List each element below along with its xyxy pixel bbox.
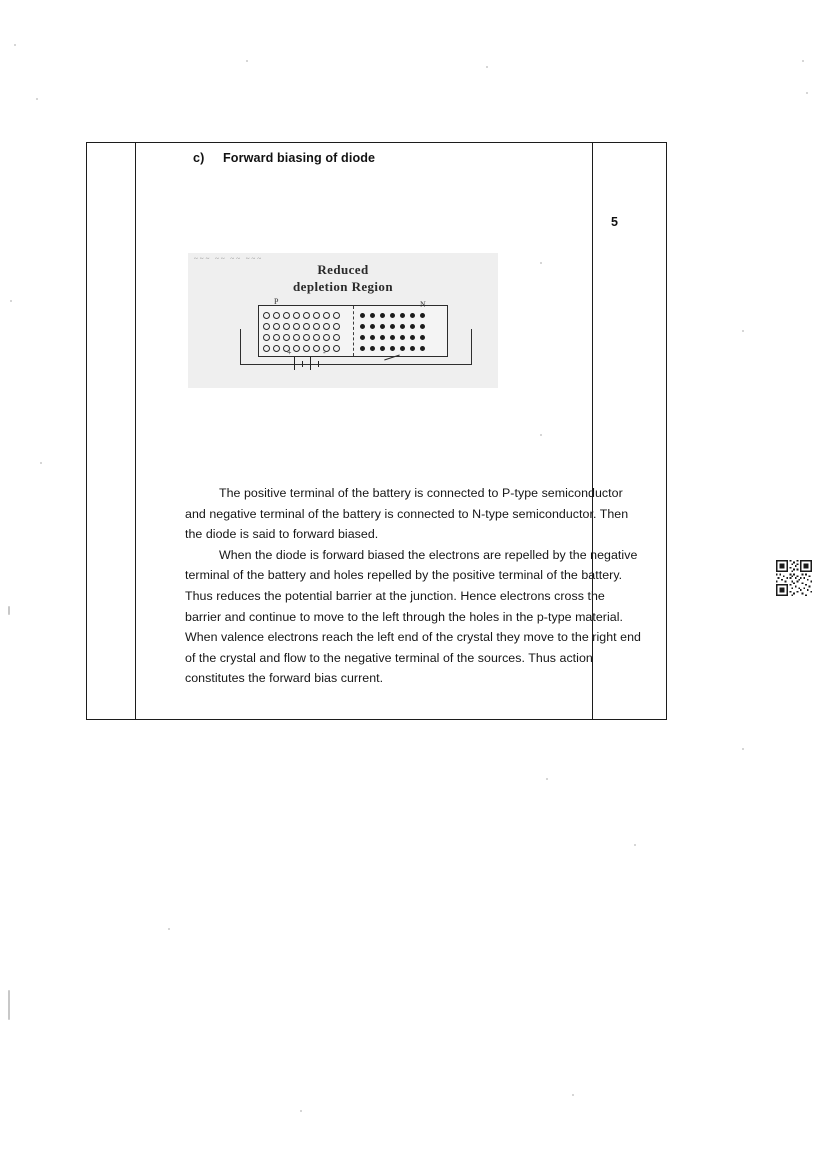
scan-speck [8, 990, 10, 1020]
electron-icon [390, 313, 395, 318]
hole-icon [313, 312, 320, 319]
answer-body [185, 483, 641, 689]
question-heading [193, 151, 375, 165]
hole-icon [263, 312, 270, 319]
scan-speck [8, 606, 10, 615]
hole-icon [283, 312, 290, 319]
scan-speck [40, 462, 42, 464]
scan-speck [14, 44, 16, 46]
question-title: Forward biasing of diode [223, 151, 376, 165]
figure-label-n: N [420, 300, 426, 309]
lattice-row [359, 310, 426, 320]
hole-icon [323, 312, 330, 319]
battery-symbol [287, 348, 330, 371]
hole-icon [273, 312, 280, 319]
battery-long-plate [310, 357, 311, 370]
battery-short-plate [302, 361, 303, 367]
scan-speck [546, 778, 548, 780]
electron-icon [360, 313, 365, 318]
hole-icon [293, 312, 300, 319]
qr-code-icon [776, 560, 812, 596]
answer-paragraph-2: When the diode is forward biased the electrons are repelled by the negative terminal of the battery and holes repelled by the positive terminal of the battery. Thus reduces the potential barrier at the junction. Hence electrons cross the barrier and continue to move to the left through the holes in the p-type material. When valence electrons reach the left end of the crystal they move to the right end of the crystal and flow to the negative terminal of the sources. Thus action constitutes the forward bias current. [185, 547, 641, 686]
electron-icon [410, 324, 415, 329]
figure-caption-line1: Reduced [317, 262, 369, 277]
electron-icon [400, 324, 405, 329]
scan-speck [802, 60, 804, 62]
electron-icon [410, 313, 415, 318]
electron-icon [380, 313, 385, 318]
question-number-column [87, 143, 136, 719]
electron-icon [370, 313, 375, 318]
battery-minus-label: - [323, 348, 326, 357]
answer-sheet-table [86, 142, 667, 720]
marks-column [592, 143, 666, 719]
scan-speck [246, 60, 248, 62]
figure-caption-line2: depletion Region [293, 279, 393, 294]
battery-short-plate [318, 361, 319, 367]
marks-value: 5 [611, 215, 619, 229]
scan-speck [806, 92, 808, 94]
electron-icon [370, 324, 375, 329]
answer-content-column [136, 143, 641, 719]
scan-speck [486, 66, 488, 68]
figure-label-p: P [274, 297, 279, 306]
electron-icon [420, 313, 425, 318]
electron-icon [360, 324, 365, 329]
hole-icon [333, 312, 340, 319]
answer-paragraph-1: The positive terminal of the battery is connected to P-type semiconductor and negative terminal of the battery is connected to N-type semiconductor. Then the diode is said to forward biased. [185, 486, 629, 542]
scan-speck [168, 928, 170, 930]
scan-speck [36, 98, 38, 100]
electron-icon [380, 324, 385, 329]
battery-long-plate [294, 357, 295, 370]
scan-speck [742, 748, 744, 750]
qr-code [776, 560, 812, 596]
scan-speck [742, 330, 744, 332]
electron-icon [400, 313, 405, 318]
electron-icon [390, 324, 395, 329]
scan-speck [572, 1094, 574, 1096]
scan-speck [634, 844, 636, 846]
circuit-wire [240, 329, 472, 365]
hole-icon [303, 312, 310, 319]
scan-speck [10, 300, 12, 302]
question-label: c) [193, 151, 205, 165]
electron-icon [420, 324, 425, 329]
figure-scribble: ~~~ ~~ ~~ ~~~ [194, 255, 264, 263]
lattice-row [263, 310, 340, 320]
forward-bias-diode-figure [188, 253, 498, 388]
battery-plus-label: + [287, 348, 292, 357]
scan-speck [300, 1110, 302, 1112]
